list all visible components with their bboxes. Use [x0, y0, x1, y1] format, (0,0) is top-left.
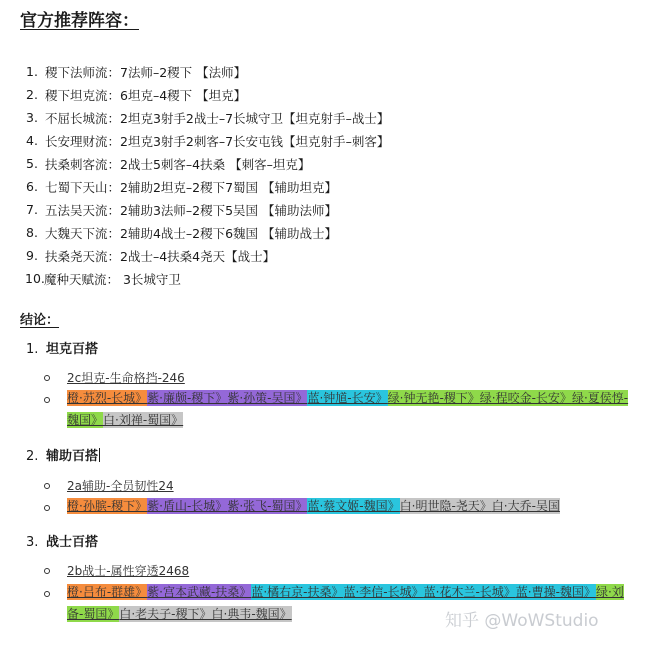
bullet-icon	[44, 375, 50, 381]
bullet-icon	[44, 397, 50, 403]
lineup-text: 长安理财流：2坦克3射手2刺客–7长安屯钱【坦克射手–刺客】	[45, 133, 390, 149]
lineup-text: 魔种天赋流： 3长城守卫	[44, 271, 181, 287]
section-warrior-heading	[26, 531, 98, 550]
lineup-item	[26, 129, 636, 152]
lineup-item	[26, 267, 636, 290]
hero-tag: 白·明世隐-尧天》	[399, 499, 492, 513]
lineup-item	[26, 60, 636, 83]
bullet-icon	[44, 591, 50, 597]
lineup-item	[26, 244, 636, 267]
tag-list	[67, 387, 635, 431]
lineup-list	[26, 60, 636, 290]
lineup-item	[26, 221, 636, 244]
hero-tag: 白·刘禅-蜀国》	[103, 413, 184, 427]
lineup-text: 扶桑刺客流：2战士5刺客–4扶桑 【刺客–坦克】	[45, 156, 311, 172]
lineup-number: 9.	[26, 248, 38, 263]
lineup-number: 1.	[26, 64, 38, 79]
conclusion-heading: 结论：	[20, 313, 60, 328]
hero-tag: 绿·钟无艳-稷下》	[387, 391, 480, 405]
hero-tag: 蓝·橘右京-扶桑》	[251, 585, 344, 599]
section-title: 战士百搭	[46, 535, 99, 550]
lineup-number: 3.	[26, 110, 38, 125]
section-support-heading	[26, 445, 100, 464]
hero-tag: 橙·苏烈-长城》	[67, 391, 148, 405]
hero-tag: 白·老夫子-稷下》	[119, 607, 212, 621]
lineup-text: 扶桑尧天流：2战士–4扶桑4尧天【战士】	[45, 248, 276, 264]
hero-tag: 紫·孙策-吴国》	[227, 391, 308, 405]
page-title: 官方推荐阵容：	[20, 11, 139, 31]
section-title: 辅助百搭	[46, 449, 99, 464]
text-cursor	[99, 448, 100, 462]
sub-text: 2a辅助-全员韧性24	[67, 479, 174, 493]
hero-tag: 蓝·蔡文姬-魏国》	[307, 499, 400, 513]
hero-tag: 蓝·曹操-魏国》	[515, 585, 596, 599]
bullet-icon	[44, 483, 50, 489]
lineup-item	[26, 106, 636, 129]
lineup-number: 2.	[26, 87, 38, 102]
bullet-icon	[44, 568, 50, 574]
hero-tag: 白·典韦-魏国》	[211, 607, 292, 621]
lineup-number: 6.	[26, 179, 38, 194]
hero-tag: 绿·程咬金-长安》	[479, 391, 572, 405]
lineup-text: 七蜀下天山：2辅助2坦克–2稷下7蜀国 【辅助坦克】	[45, 179, 338, 195]
lineup-text: 五法吴天流：2辅助3法师–2稷下5吴国 【辅助法师】	[45, 202, 338, 218]
hero-tag: 橙·孙膑-稷下》	[67, 499, 148, 513]
lineup-text: 不屈长城流：2坦克3射手2战士–7长城守卫【坦克射手–战士】	[45, 110, 390, 126]
lineup-text: 大魏天下流：2辅助4战士–2稷下6魏国 【辅助战士】	[45, 225, 338, 241]
hero-tag: 白·大乔-吴国	[491, 499, 560, 513]
section-title: 坦克百搭	[46, 342, 99, 357]
lineup-text: 稷下法师流：7法师–2稷下 【法师】	[45, 64, 247, 80]
hero-tag: 蓝·花木兰-长城》	[423, 585, 516, 599]
lineup-item	[26, 198, 636, 221]
lineup-number: 7.	[26, 202, 38, 217]
tag-list	[67, 495, 635, 517]
lineup-number: 10.	[25, 271, 45, 286]
section-number: 1.	[26, 342, 39, 357]
sub-text: 2c坦克-生命格挡-246	[67, 371, 185, 385]
hero-tag: 紫·廉颇-稷下》	[147, 391, 228, 405]
hero-tag: 紫·宫本武藏-扶桑》	[147, 585, 252, 599]
lineup-item	[26, 152, 636, 175]
hero-tag: 橙·吕布-群雄》	[67, 585, 148, 599]
hero-tag: 绿·夏侯惇-魏国》	[67, 391, 629, 427]
section-number: 3.	[26, 535, 39, 550]
hero-tag: 紫·张飞-蜀国》	[227, 499, 308, 513]
bullet-icon	[44, 505, 50, 511]
lineup-text: 稷下坦克流：6坦克–4稷下 【坦克】	[45, 87, 247, 103]
hero-tag: 紫·盾山-长城》	[147, 499, 228, 513]
section-number: 2.	[26, 449, 39, 464]
hero-tag: 绿·刘备-蜀国》	[67, 585, 624, 621]
sub-text: 2b战士-属性穿透2468	[67, 564, 190, 578]
lineup-item	[26, 83, 636, 106]
lineup-number: 5.	[26, 156, 38, 171]
lineup-item	[26, 175, 636, 198]
hero-tag: 蓝·李信-长城》	[343, 585, 424, 599]
watermark: 知乎 @WoWStudio	[445, 611, 599, 631]
hero-tag: 蓝·钟馗-长安》	[307, 391, 388, 405]
lineup-number: 8.	[26, 225, 38, 240]
section-tank-heading	[26, 338, 98, 357]
lineup-number: 4.	[26, 133, 38, 148]
